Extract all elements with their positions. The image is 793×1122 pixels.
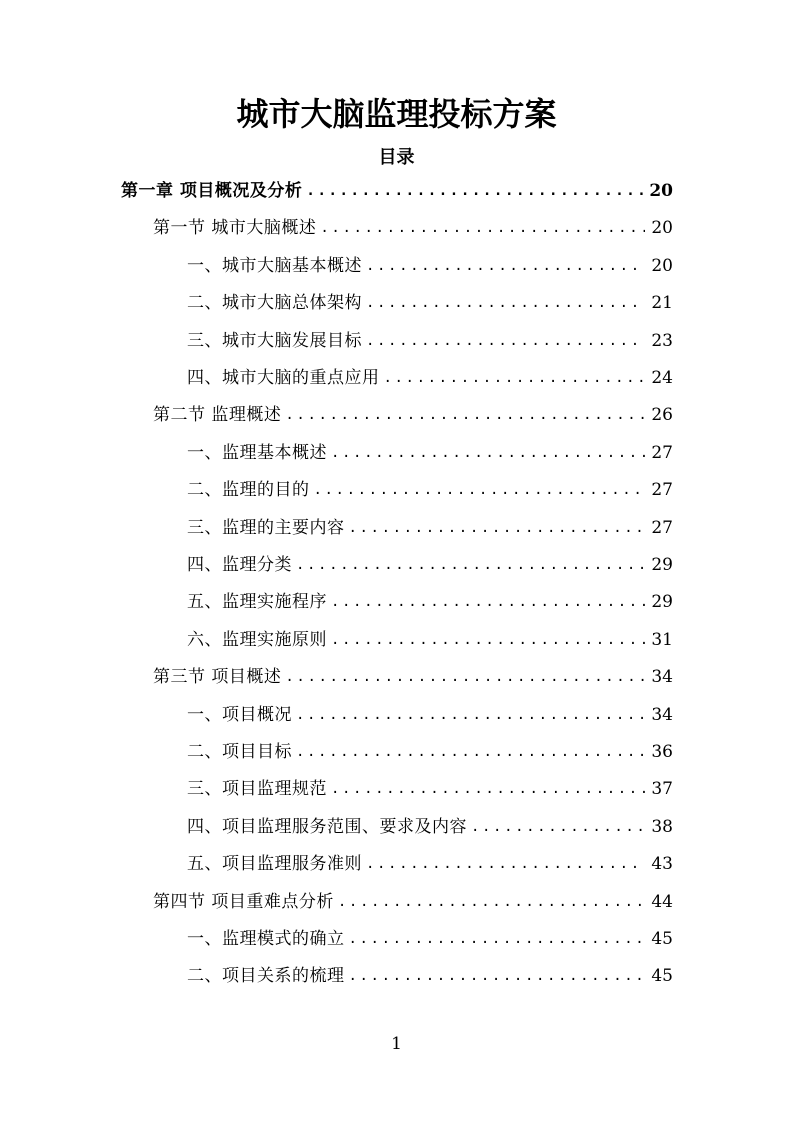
- toc-dot-leader: [349, 924, 646, 954]
- toc-subsection-entry[interactable]: [187, 924, 673, 954]
- toc-dot-leader: [285, 662, 645, 692]
- toc-entry-title: 一、城市大脑基本概述: [187, 256, 362, 276]
- toc-section-entry[interactable]: [153, 400, 673, 430]
- toc-dot-leader: [366, 251, 645, 281]
- toc-entry-page: 36: [651, 742, 673, 762]
- toc-entry-title: 三、项目监理规范: [187, 779, 327, 799]
- toc-subsection-entry[interactable]: [187, 550, 673, 580]
- toc-dot-leader: [384, 363, 646, 393]
- toc-dot-leader: [296, 737, 645, 767]
- toc-subsection-entry[interactable]: [187, 812, 673, 842]
- document-title: 城市大脑监理投标方案: [236, 95, 557, 133]
- toc-entry-page: 43: [651, 854, 673, 874]
- toc-entry-page: 45: [651, 966, 673, 986]
- toc-entry-page: 29: [651, 555, 673, 575]
- toc-entry-page: 26: [651, 405, 673, 425]
- toc-entry-title: 一、监理基本概述: [187, 443, 327, 463]
- toc-entry-title: 第四节 项目重难点分析: [153, 892, 334, 912]
- toc-dot-leader: [366, 326, 645, 356]
- toc-dot-leader: [331, 587, 645, 617]
- toc-entry-page: 44: [651, 892, 673, 912]
- toc-entry-title: 三、城市大脑发展目标: [187, 331, 362, 351]
- toc-dot-leader: [306, 176, 643, 206]
- toc-section-entry[interactable]: [153, 213, 673, 243]
- toc-dot-leader: [331, 625, 645, 655]
- toc-entry-title: 一、项目概况: [187, 705, 292, 725]
- toc-entry-title: 四、城市大脑的重点应用: [187, 368, 380, 388]
- toc-entry-page: 38: [651, 817, 673, 837]
- toc-entry-title: 三、监理的主要内容: [187, 518, 345, 538]
- toc-entry-page: 31: [651, 630, 673, 650]
- toc-entry-page: 23: [651, 331, 673, 351]
- toc-entry-title: 一、监理模式的确立: [187, 929, 345, 949]
- toc-subsection-entry[interactable]: [187, 961, 673, 991]
- toc-entry-page: 45: [651, 929, 673, 949]
- toc-section-entry[interactable]: [153, 887, 673, 917]
- toc-dot-leader: [296, 700, 645, 730]
- toc-entry-title: 四、监理分类: [187, 555, 292, 575]
- toc-entry-title: 二、项目关系的梳理: [187, 966, 345, 986]
- toc-section-entry[interactable]: [153, 662, 673, 692]
- toc-dot-leader: [338, 887, 645, 917]
- toc-dot-leader: [331, 774, 645, 804]
- toc-entry-page: 27: [651, 480, 673, 500]
- toc-dot-leader: [296, 550, 645, 580]
- toc-dot-leader: [349, 961, 646, 991]
- toc-dot-leader: [285, 400, 645, 430]
- toc-subsection-entry[interactable]: [187, 849, 673, 879]
- toc-subsection-entry[interactable]: [187, 288, 673, 318]
- toc-entry-title: 四、项目监理服务范围、要求及内容: [187, 817, 467, 837]
- page-number: 1: [391, 1034, 402, 1054]
- toc-entry-page: 24: [651, 368, 673, 388]
- toc-entry-page: 34: [651, 705, 673, 725]
- toc-entry-page: 37: [651, 779, 673, 799]
- toc-entry-title: 二、监理的目的: [187, 480, 310, 500]
- toc-entry-title: 第一节 城市大脑概述: [153, 218, 317, 238]
- toc-entry-page: 27: [651, 443, 673, 463]
- toc-entry-page: 29: [651, 592, 673, 612]
- toc-dot-leader: [349, 513, 646, 543]
- toc-subsection-entry[interactable]: [187, 774, 673, 804]
- toc-subsection-entry[interactable]: [187, 438, 673, 468]
- toc-subsection-entry[interactable]: [187, 475, 673, 505]
- toc-subsection-entry[interactable]: [187, 737, 673, 767]
- toc-subsection-entry[interactable]: [187, 625, 673, 655]
- toc-subsection-entry[interactable]: [187, 363, 673, 393]
- toc-entry-page: 20: [649, 181, 673, 201]
- toc-dot-leader: [366, 288, 645, 318]
- toc-entry-page: 34: [651, 667, 673, 687]
- toc-entry-title: 第一章 项目概况及分析: [121, 181, 303, 201]
- toc-entry-page: 21: [651, 293, 673, 313]
- toc-entry-title: 第三节 项目概述: [153, 667, 282, 687]
- toc-entry-page: 20: [651, 256, 673, 276]
- toc-entry-title: 第二节 监理概述: [153, 405, 282, 425]
- toc-entry-title: 二、项目目标: [187, 742, 292, 762]
- toc-dot-leader: [331, 438, 645, 468]
- toc-dot-leader: [366, 849, 645, 879]
- toc-dot-leader: [314, 475, 646, 505]
- toc-chapter-entry[interactable]: [121, 176, 673, 206]
- toc-subsection-entry[interactable]: [187, 587, 673, 617]
- toc-dot-leader: [320, 213, 645, 243]
- toc-entry-title: 五、项目监理服务准则: [187, 854, 362, 874]
- toc-subsection-entry[interactable]: [187, 251, 673, 281]
- toc-subsection-entry[interactable]: [187, 326, 673, 356]
- toc-dot-leader: [471, 812, 645, 842]
- toc-entry-title: 五、监理实施程序: [187, 592, 327, 612]
- toc-entry-title: 六、监理实施原则: [187, 630, 327, 650]
- toc-subsection-entry[interactable]: [187, 513, 673, 543]
- toc-entry-title: 二、城市大脑总体架构: [187, 293, 362, 313]
- toc-subsection-entry[interactable]: [187, 700, 673, 730]
- toc-entry-page: 27: [651, 518, 673, 538]
- toc-entry-page: 20: [651, 218, 673, 238]
- toc-heading: 目录: [378, 147, 415, 168]
